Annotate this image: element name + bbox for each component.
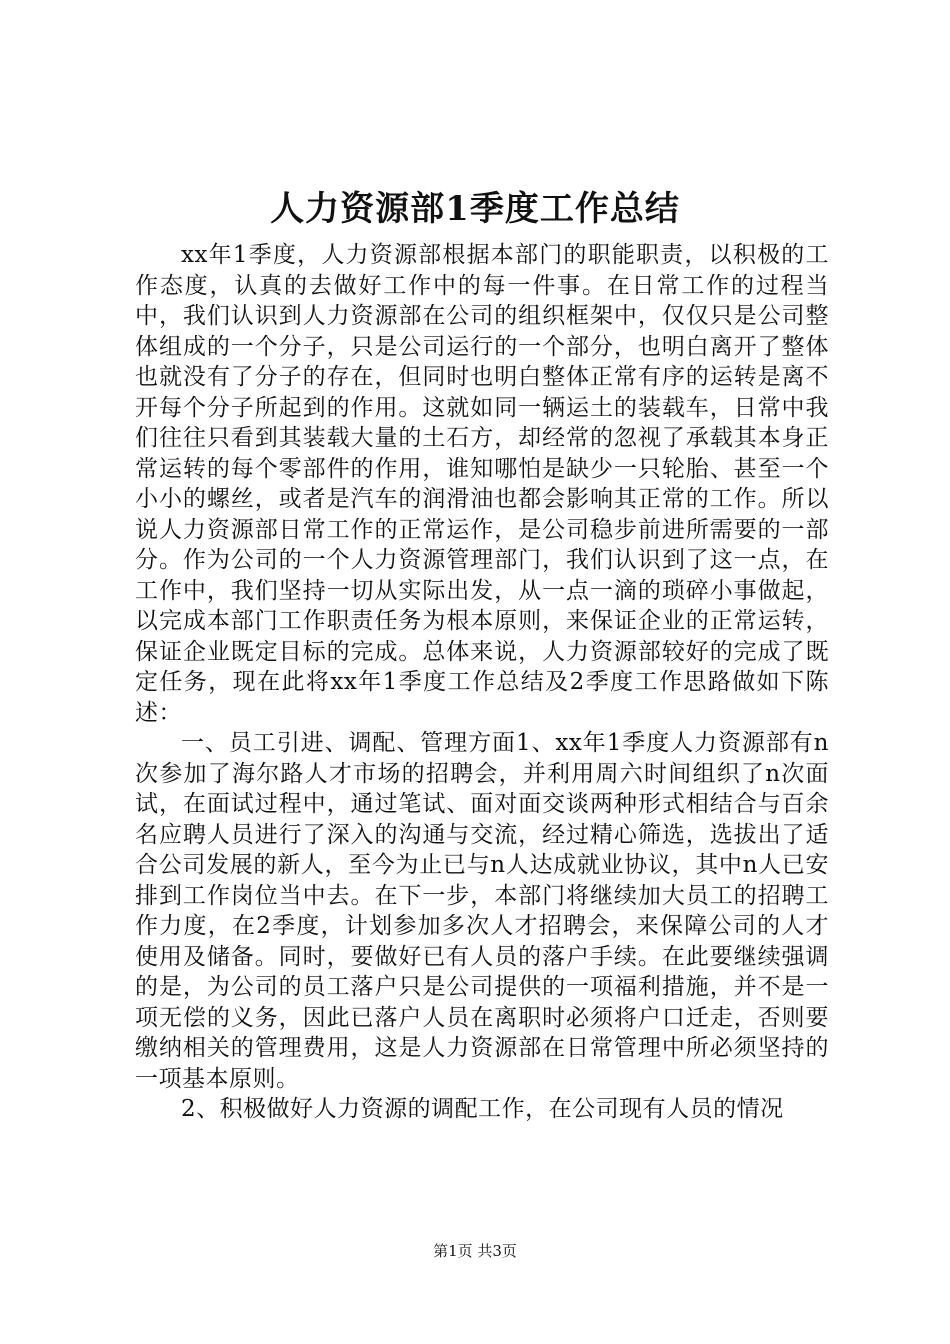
paragraph-item-two: 2、积极做好人力资源的调配工作，在公司现有人员的情况 <box>181 1096 784 1122</box>
document-body <box>135 240 829 1125</box>
document-title: 人力资源部1季度工作总结 <box>270 189 680 229</box>
page-number-footer: 第1页 共3页 <box>433 1242 517 1260</box>
paragraph-section-one: 一、员工引进、调配、管理方面1、xx年1季度人力资源部有n次参加了海尔路人才市场的招聘会，并利用周六时间组织了n次面试，在面试过程中，通过笔试、面对面交谈两种形式相结合与百余名应聘人员进行了深入的沟通与交流，经过精心筛选，选拔出了适合公司发展的新人，至今为止已与n人达成就业协议，其中n人已安排到工作岗位当中去。在下一步，本部门将继续加大员工的招聘工作力度，在2季度，计划参加多次人才招聘会，来保障公司的人才使用及储备。同时，要做好已有人员的落户手续。在此要继续强调的是，为公司的员工落户只是公司提供的一项福利措施，并不是一项无偿的义务，因此已落户人员在离职时必须将户口迁走，否则要缴纳相关的管理费用，这是人力资源部在日常管理中所必须坚持的一项基本原则。 <box>135 730 829 1092</box>
paragraph-intro: xx年1季度，人力资源部根据本部门的职能职责，以积极的工作态度，认真的去做好工作中的每一件事。在日常工作的过程当中，我们认识到人力资源部在公司的组织框架中，仅仅只是公司整体组成的一个分子，只是公司运行的一个部分，也明白离开了整体也就没有了分子的存在，但同时也明白整体正常有序的运转是离不开每个分子所起到的作用。这就如同一辆运土的装载车，日常中我们往往只看到其装载大量的土石方，却经常的忽视了承载其本身正常运转的每个零部件的作用，谁知哪怕是缺少一只轮胎、甚至一个小小的螺丝，或者是汽车的润滑油也都会影响其正常的工作。所以说人力资源部日常工作的正常运作，是公司稳步前进所需要的一部分。作为公司的一个人力资源管理部门，我们认识到了这一点，在工作中，我们坚持一切从实际出发，从一点一滴的琐碎小事做起，以完成本部门工作职责任务为根本原则，来保证企业的正常运转，保证企业既定目标的完成。总体来说，人力资源部较好的完成了既定任务，现在此将xx年1季度工作总结及2季度工作思路做如下陈述： <box>135 242 829 726</box>
